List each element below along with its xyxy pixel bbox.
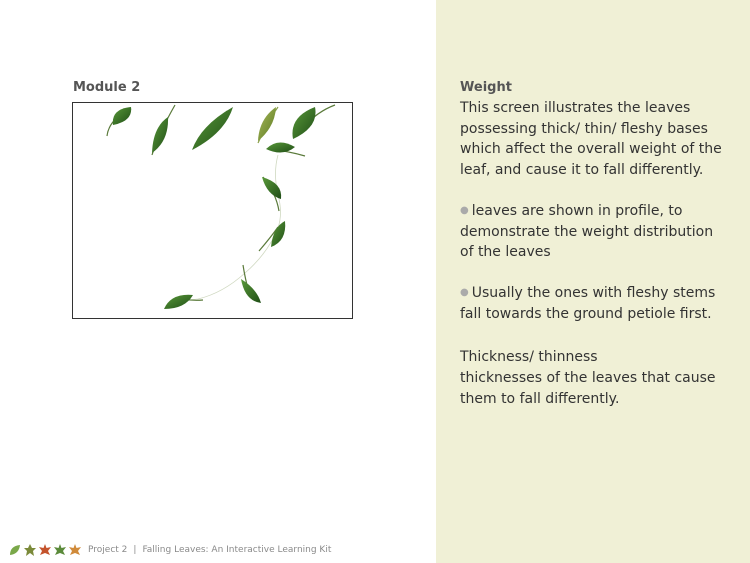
footer-separator: | [133,545,137,555]
falling-leaves-illustration [73,103,352,318]
green-maple-leaf-icon [53,543,67,557]
leaf-10 [164,295,203,309]
bullet-dot-icon: ● [460,205,469,216]
olive-leaf-icon [23,543,37,557]
thickness-heading: Thickness/ thinness [460,349,598,365]
weight-intro: This screen illustrates the leaves possessing thick/ thin/ fleshy bases which affect the overall weight of the leaf, and cause it to fall differently. [460,100,722,178]
module-label: Module 2 [73,80,141,95]
footer-project-label: Project 2 [88,545,128,555]
thickness-body: thicknesses of the leaves that cause them to fall differently. [460,370,716,407]
leaf-4 [258,107,278,143]
bullet-item-2 [460,283,730,324]
bullet-text: Usually the ones with fleshy stems fall towards the ground petiole first. [460,285,716,322]
leaf-1 [107,107,131,136]
leaf-illustration-frame [72,102,353,319]
weight-heading [460,80,730,95]
leaf-8 [259,221,285,251]
leaf-7 [262,177,281,211]
red-maple-leaf-icon [38,543,52,557]
footer-leaf-icons [8,543,82,557]
section-heading-weight: Weight [460,80,512,95]
leaf-3 [192,107,233,150]
green-leaf-icon [8,543,22,557]
orange-maple-leaf-icon [68,543,82,557]
bullet-text: leaves are shown in profile, to demonstrate the weight distribution of the leaves [460,203,714,260]
leaf-5 [292,105,335,139]
leaf-9 [241,265,261,303]
bullet-dot-icon: ● [460,287,469,298]
leaf-6 [266,142,305,156]
bullet-item-1 [460,201,730,263]
footer-title: Falling Leaves: An Interactive Learning Kit [142,545,332,555]
leaf-2 [152,105,175,155]
footer [8,541,331,559]
